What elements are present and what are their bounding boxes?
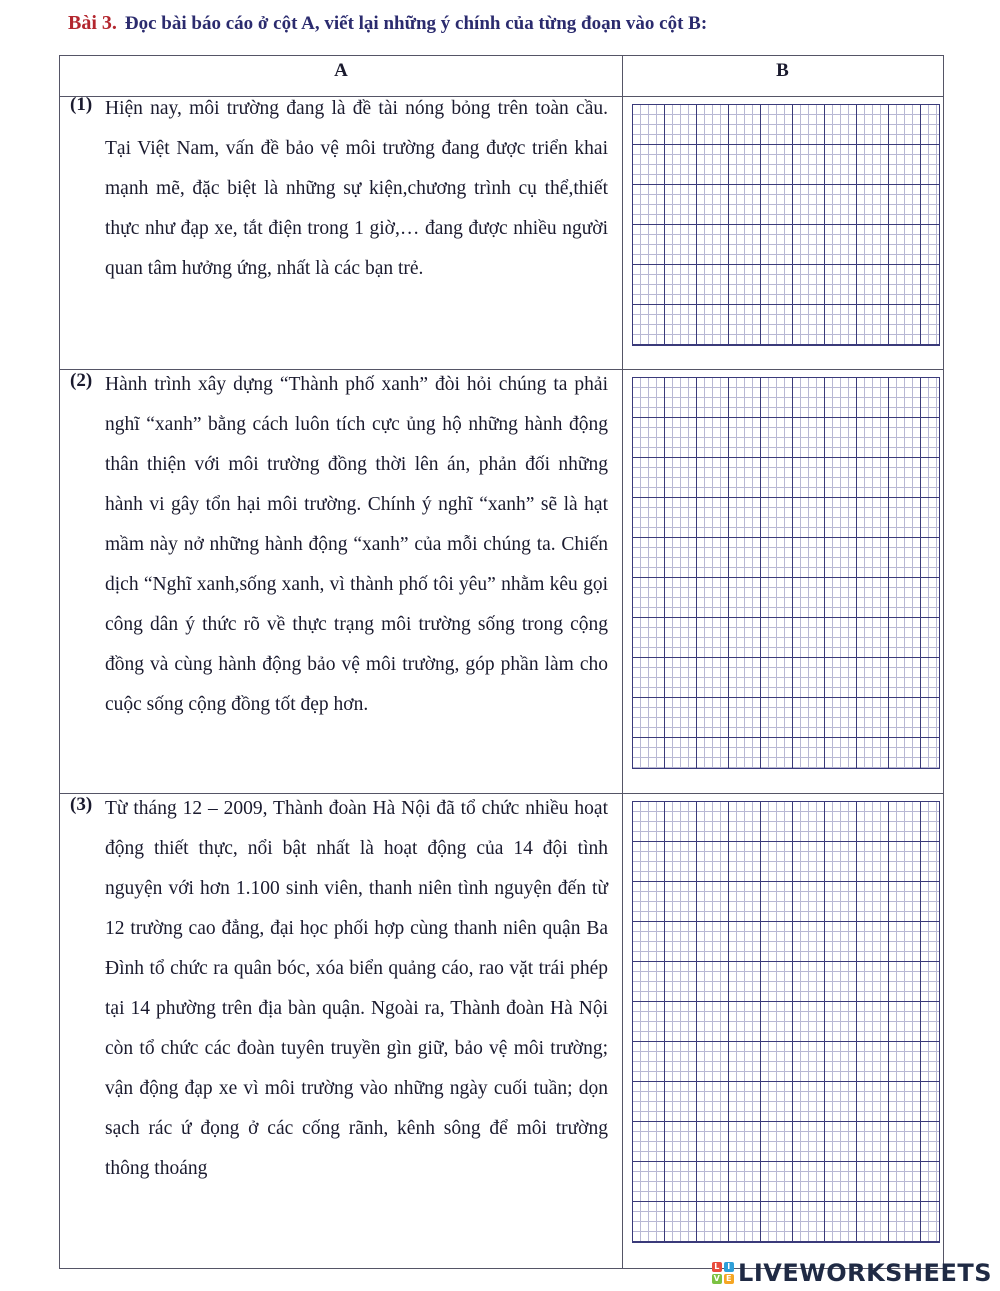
- exercise-title: [68, 12, 707, 35]
- paragraph-2: [70, 365, 608, 725]
- paragraph-3-text: Từ tháng 12 – 2009, Thành đoàn Hà Nội đã tổ chức nhiều hoạt động thiết thực, nổi bật nhất là hoạt động của 14 đội tình nguyện với hơn 1.100 sinh viên, thanh niên tình nguyện đến từ 12 trường cao đẳng, đại học phối hợp cùng thanh niên quận Ba Đình tổ chức ra quân bóc, xóa biển quảng cáo, rao vặt trái phép tại 14 phường trên địa bàn quận. Ngoài ra, Thành đoàn Hà Nội còn tổ chức các đoàn tuyên truyền gìn giữ, bảo vệ môi trường; vận động đạp xe vì môi trường vào những ngày cuối tuần; dọn sạch rác ứ đọng ở các cống rãnh, kênh sông để môi trường thông thoáng: [105, 798, 608, 1179]
- liveworksheets-logo: [712, 1259, 992, 1287]
- logo-mark-i: I: [724, 1262, 734, 1272]
- paragraph-3: [70, 789, 608, 1189]
- liveworksheets-logo-icon: [712, 1262, 734, 1284]
- column-b-header: B: [776, 60, 789, 81]
- paragraph-1-label: (1): [70, 94, 93, 115]
- column-a-header: A: [334, 60, 348, 81]
- paragraph-1-text: Hiện nay, môi trường đang là đề tài nóng bỏng trên toàn cầu. Tại Việt Nam, vấn đề bảo vệ môi trường đang được triển khai mạnh mẽ, đặc biệt là những sự kiện,chương trình cụ thể,thiết thực như đạp xe, tắt điện trong 1 giờ,… đang được nhiều người quan tâm hưởng ứng, nhất là các bạn trẻ.: [105, 98, 608, 279]
- paragraph-2-text: Hành trình xây dựng “Thành phố xanh” đòi hỏi chúng ta phải nghĩ “xanh” bằng cách luôn tích cực ủng hộ những hành động thân thiện với môi trường đồng thời lên án, phản đối những hành vi gây tổn hại môi trường. Chính ý nghĩ “xanh” sẽ là hạt mầm này nở những hành động “xanh” của mỗi chúng ta. Chiến dịch “Nghĩ xanh,sống xanh, vì thành phố tôi yêu” nhằm kêu gọi công dân ý thức rõ về thực trạng môi trường sống trong cộng đồng và cùng hành động bảo vệ môi trường, góp phần làm cho cuộc sống cộng đồng tốt đẹp hơn.: [105, 374, 608, 715]
- worksheet-table: [59, 55, 944, 1269]
- answer-grid-2[interactable]: [632, 377, 940, 769]
- liveworksheets-brand: LIVEWORKSHEETS: [738, 1259, 992, 1287]
- paragraph-3-label: (3): [70, 794, 93, 815]
- logo-mark-e: E: [724, 1274, 734, 1284]
- paragraph-1: [70, 89, 608, 289]
- paragraph-2-label: (2): [70, 370, 93, 391]
- exercise-number: Bài 3.: [68, 12, 117, 34]
- logo-mark-v: V: [713, 1274, 721, 1283]
- column-divider: [622, 56, 623, 1268]
- exercise-instruction: Đọc bài báo cáo ở cột A, viết lại những ý chính của từng đoạn vào cột B:: [124, 13, 708, 34]
- logo-mark-l: L: [712, 1262, 722, 1272]
- answer-grid-1[interactable]: [632, 104, 940, 346]
- answer-grid-3[interactable]: [632, 801, 940, 1243]
